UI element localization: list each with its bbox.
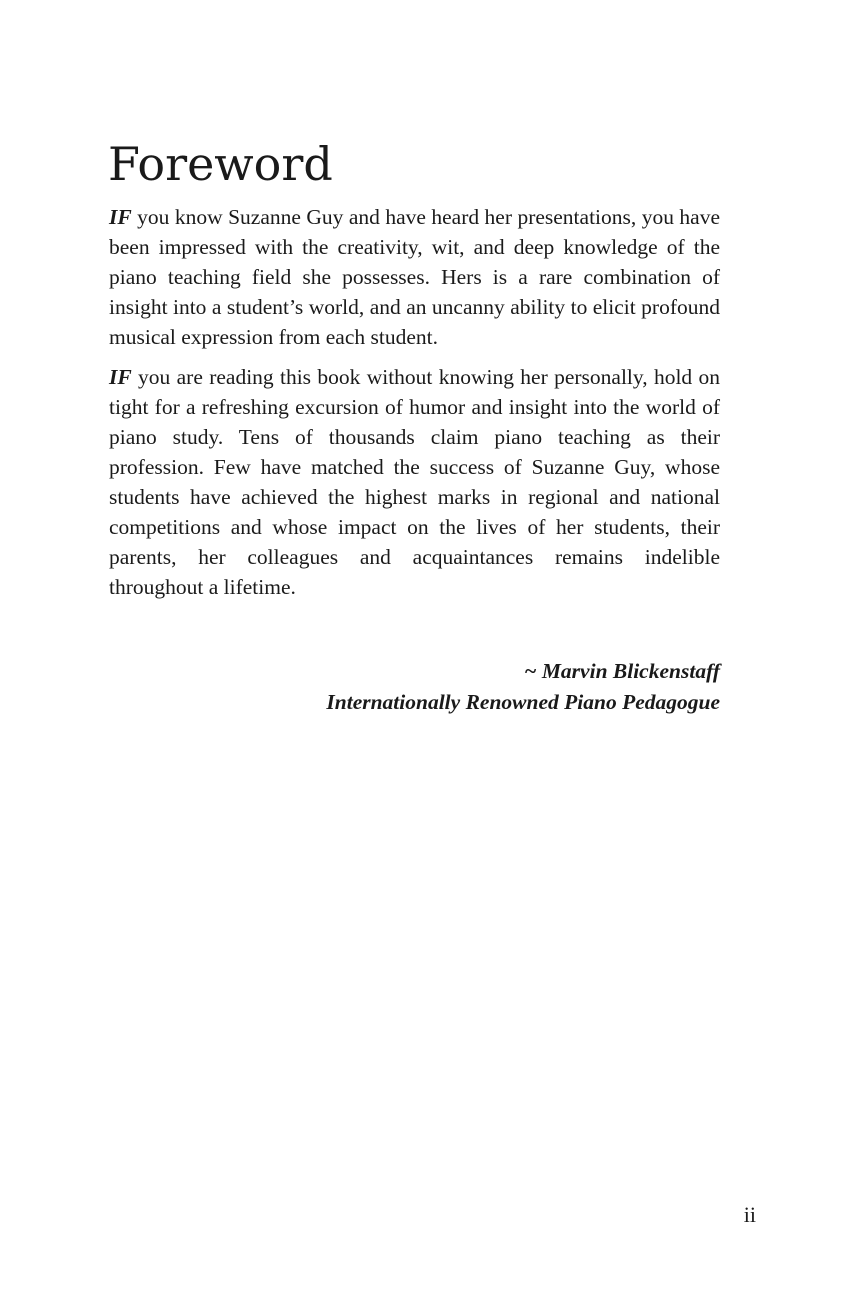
paragraph-1-text: you know Suzanne Guy and have heard her presentations, you have been impressed with the creativity, wit, and deep knowledge of the piano teaching field she possesses. Hers is a rare combination of insight into a student’s world, and an uncanny ability to elicit profound musical expression from each student. [109,205,720,349]
paragraph-1 [109,202,720,352]
paragraph-2 [109,362,720,602]
foreword-body [109,202,720,612]
paragraph-2-text: you are reading this book without knowing her personally, hold on tight for a refreshing excursion of humor and insight into the world of piano study. Tens of thousands claim piano teaching as their profession. Few have matched the success of Suzanne Guy, whose students have achieved the highest marks in regional and national competitions and whose impact on the lives of her students, their parents, her colleagues and acquaintances remains indelible throughout a lifetime. [109,365,720,599]
attribution-title: Internationally Renowned Piano Pedagogue [326,690,720,714]
attribution-name: ~ Marvin Blickenstaff [524,659,720,683]
paragraph-1-lead: IF [109,205,132,229]
paragraph-2-lead: IF [109,365,132,389]
page-title: Foreword [108,137,333,191]
attribution [326,656,720,718]
page-number: ii [743,1202,756,1227]
